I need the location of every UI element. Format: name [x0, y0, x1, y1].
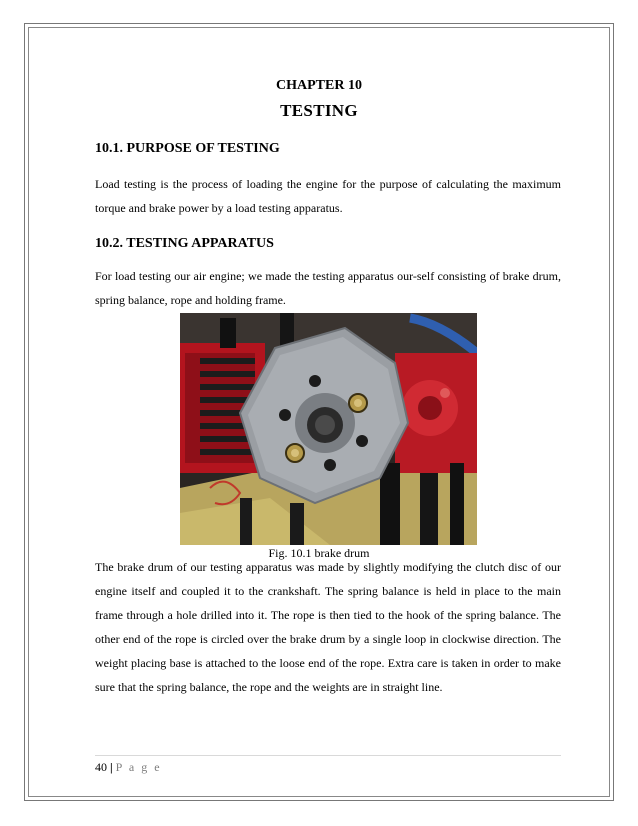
section-heading-purpose: 10.1. PURPOSE OF TESTING — [95, 141, 280, 156]
chapter-label: CHAPTER 10 — [276, 78, 362, 93]
page-number: 40 — [95, 760, 107, 774]
footer-divider — [95, 755, 561, 756]
brake-drum-photo — [180, 313, 477, 545]
body-paragraph: The brake drum of our testing apparatus was made by slightly modifying the clutch disc of our engine itself and coupled it to the crankshaft. The spring balance is held in place to the main frame through a hole drilled into it. The rope is then tied to the hook of the spring balance. The other end of the rope is circled over the brake drum by a single loop in clockwise direction. The weight placing base is attached to the loose end of the rope. Extra care is taken in order to make sure that the spring balance, the rope and the weights are in straight line. — [95, 560, 561, 694]
chapter-title: TESTING — [280, 101, 358, 120]
section-text-apparatus: For load testing our air engine; we made the testing apparatus our-self consisting of brake drum, spring balance, rope and holding frame. — [95, 269, 561, 307]
figure-caption: Fig. 10.1 brake drum — [268, 546, 370, 560]
section-heading-apparatus: 10.2. TESTING APPARATUS — [95, 236, 274, 251]
footer-separator: | — [107, 760, 116, 774]
section-text-purpose: Load testing is the process of loading the engine for the purpose of calculating the maximum torque and brake power by a load testing apparatus. — [95, 177, 561, 215]
page-label: P a g e — [115, 760, 162, 774]
page-footer — [95, 760, 162, 775]
